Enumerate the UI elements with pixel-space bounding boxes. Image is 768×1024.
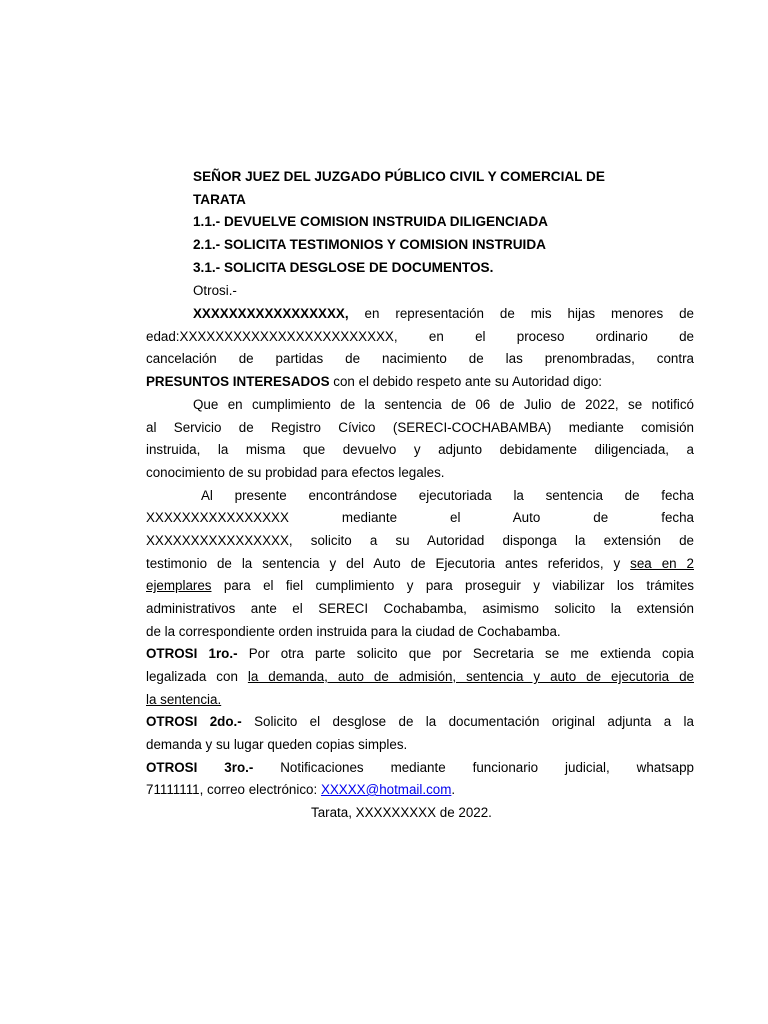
email-link[interactable]: XXXXX@hotmail.com: [320, 782, 452, 797]
defendant-label: PRESUNTOS INTERESADOS: [146, 374, 330, 389]
intro-line-4-text: con el debido respeto ante su Autoridad digo:: [329, 374, 603, 389]
otrosi-1-label: OTROSI 1ro.-: [146, 646, 238, 661]
petitioner-name: XXXXXXXXXXXXXXXXX,: [193, 306, 349, 321]
paragraph-2-line-4: [146, 553, 694, 576]
otrosi-1-line-3: [146, 689, 694, 712]
otrosi-2-line-1: [146, 711, 694, 734]
paragraph-2-line-1: Al presente encontrándose ejecutoriada la sentencia de fecha: [201, 488, 694, 503]
otrosi-3-line-2-end: .: [451, 782, 456, 797]
otrosi-3-line-2: [146, 779, 694, 802]
intro-line-1: [193, 303, 694, 326]
paragraph-2-line-5-text: para el fiel cumplimiento y para proseguir y viabilizar los trámites: [211, 578, 694, 593]
intro-line-2: edad:XXXXXXXXXXXXXXXXXXXXXXXX, en el proceso ordinario de: [146, 329, 694, 344]
otrosi-2-label: OTROSI 2do.-: [146, 714, 242, 729]
documents-requested-underlined: la demanda, auto de admisión, sentencia y auto de ejecutoria de: [247, 669, 694, 684]
otrosi-1-line-1-text: Por otra parte solicito que por Secretaria se me extienda copia: [248, 646, 694, 661]
heading-addressee-line-2: TARATA: [193, 192, 246, 207]
paragraph-2-line-4-text: testimonio de la sentencia y del Auto de Ejecutoria antes referidos, y: [146, 556, 621, 571]
otrosi-3-label: OTROSI 3ro.-: [146, 760, 254, 775]
otrosi-1-line-2-text: legalizada con: [146, 669, 248, 684]
heading-request-3: 3.1.- SOLICITA DESGLOSE DE DOCUMENTOS.: [193, 260, 494, 275]
intro-line-3: cancelación de partidas de nacimiento de las prenombradas, contra: [146, 351, 694, 366]
documents-requested-underlined-end: la sentencia.: [146, 692, 222, 707]
paragraph-1-line-3: instruida, la misma que devuelvo y adjunto debidamente diligenciada, a: [146, 442, 694, 457]
otrosi-1-line-2: [146, 666, 694, 689]
paragraph-1-line-1: Que en cumplimiento de la sentencia de 06 de Julio de 2022, se notificó: [193, 397, 694, 412]
paragraph-2-line-5: [146, 575, 694, 598]
paragraph-1-line-4: conocimiento de su probidad para efectos legales.: [146, 465, 445, 480]
paragraph-2-line-6: administrativos ante el SERECI Cochabamba, asimismo solicito la extensión: [146, 601, 694, 616]
paragraph-2-line-2: XXXXXXXXXXXXXXXX mediante el Auto de fecha: [146, 510, 694, 525]
heading-request-1: 1.1.- DEVUELVE COMISION INSTRUIDA DILIGENCIADA: [193, 214, 548, 229]
otrosi-2-line-2: demanda y su lugar queden copias simples.: [146, 737, 408, 752]
intro-line-1-text: en representación de mis hijas menores de: [364, 306, 694, 321]
otrosi-2-line-1-text: Solicito el desglose de la documentación original adjunta a la: [254, 714, 694, 729]
otrosi-3-line-1-text: Notificaciones mediante funcionario judicial, whatsapp: [280, 760, 694, 775]
otrosi-3-line-2-text: 71111111, correo electrónico:: [146, 782, 321, 797]
heading-otrosi: Otrosi.-: [193, 283, 237, 298]
otrosi-3-line-1: [146, 757, 694, 780]
closing-place-date: Tarata, XXXXXXXXX de 2022.: [311, 805, 492, 820]
paragraph-2-line-3: XXXXXXXXXXXXXXXX, solicito a su Autoridad disponga la extensión de: [146, 533, 694, 548]
heading-addressee-line-1: SEÑOR JUEZ DEL JUZGADO PÚBLICO CIVIL Y COMERCIAL DE: [193, 169, 605, 184]
heading-request-2: 2.1.- SOLICITA TESTIMONIOS Y COMISION INSTRUIDA: [193, 237, 546, 252]
paragraph-1-line-2: al Servicio de Registro Cívico (SERECI-COCHABAMBA) mediante comisión: [146, 420, 694, 435]
copies-word-underlined: ejemplares: [146, 578, 212, 593]
paragraph-2-line-7: de la correspondiente orden instruida para la ciudad de Cochabamba.: [146, 624, 561, 639]
otrosi-1-line-1: [146, 643, 694, 666]
intro-line-4: [146, 371, 694, 394]
copies-count-underlined: sea en 2: [630, 556, 694, 571]
